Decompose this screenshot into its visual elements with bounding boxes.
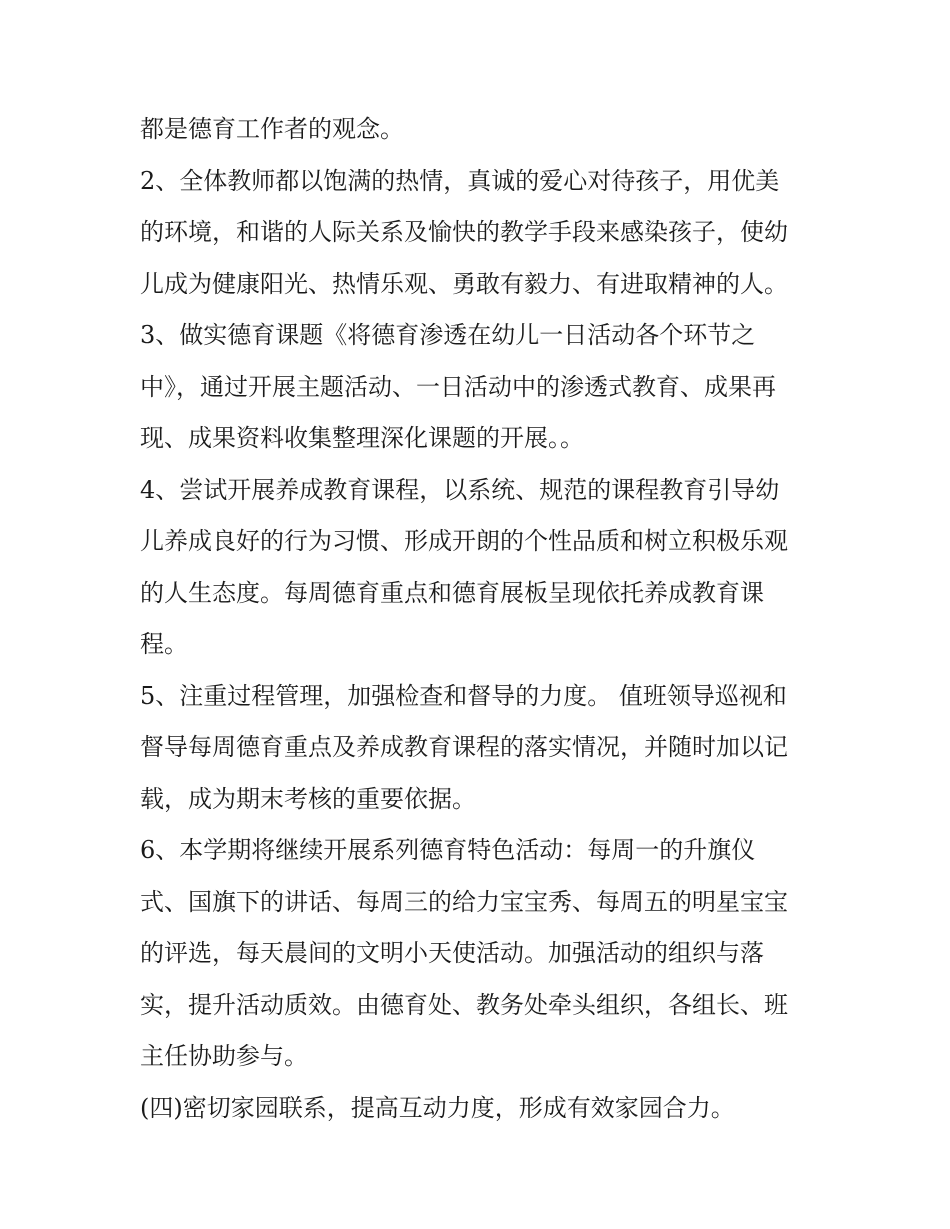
text-line: 儿养成良好的行为习惯、形成开朗的个性品质和树立积极乐观 (140, 527, 788, 555)
text-line: 中》，通过开展主题活动、一日活动中的渗透式教育、成果再 (140, 372, 776, 401)
document-body (140, 104, 820, 1134)
text-line: 程。 (140, 630, 188, 658)
text-line: 6、本学期将继续开展系列德育特色活动：每周一的升旗仪 (140, 836, 756, 864)
text-line: 5、注重过程管理，加强检查和督导的力度。 值班领导巡视和 (140, 681, 787, 710)
text-line: 实，提升活动质效。由德育处、教务处牵头组织，各组长、班 (140, 990, 788, 1019)
text-line: 式、国旗下的讲话、每周三的给力宝宝秀、每周五的明星宝宝 (140, 887, 788, 916)
text-line: 3、做实德育课题《将德育渗透在幼儿一日活动各个环节之 (140, 321, 756, 349)
text-line: 的环境，和谐的人际关系及愉快的教学手段来感染孩子，使幼 (140, 218, 788, 246)
text-line: 载，成为期末考核的重要依据。 (140, 784, 476, 813)
text-line: 4、尝试开展养成教育课程，以系统、规范的课程教育引导幼 (140, 475, 780, 504)
text-line: 2、全体教师都以饱满的热情，真诚的爱心对待孩子，用优美 (140, 166, 780, 195)
text-line: (四)密切家园联系，提高互动力度，形成有效家园合力。 (140, 1093, 735, 1122)
text-line: 的人生态度。每周德育重点和德育展板呈现依托养成教育课 (140, 578, 764, 607)
text-line: 的评选，每天晨间的文明小天使活动。加强活动的组织与落 (140, 939, 764, 967)
text-line: 现、成果资料收集整理深化课题的开展。。 (140, 424, 584, 452)
text-line: 主任协助参与。 (140, 1042, 308, 1070)
text-line: 儿成为健康阳光、热情乐观、勇敢有毅力、有进取精神的人。 (140, 269, 788, 298)
text-line: 都是德育工作者的观念。 (140, 115, 404, 143)
text-line: 督导每周德育重点及养成教育课程的落实情况，并随时加以记 (140, 733, 788, 761)
